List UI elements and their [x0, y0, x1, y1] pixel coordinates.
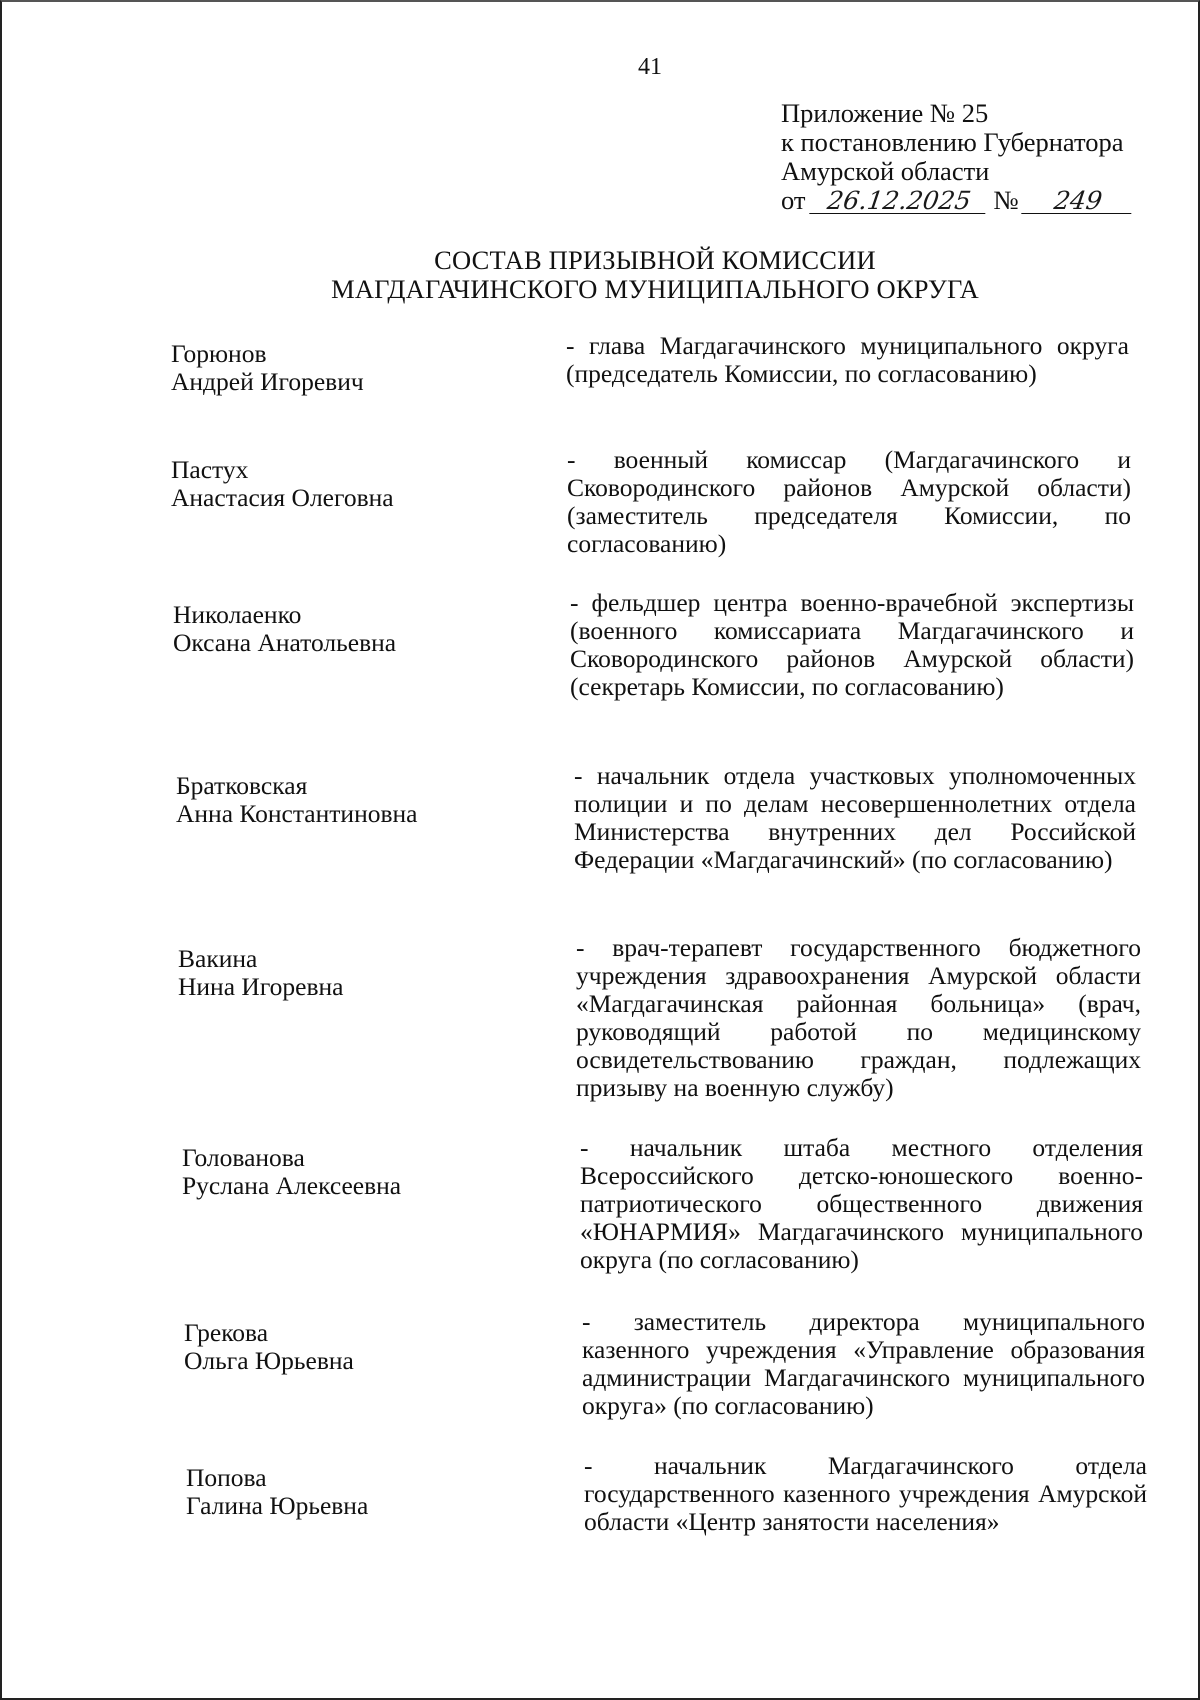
member-given-names: Оксана Анатольевна	[173, 627, 397, 657]
member-role: - начальник штаба местного отделения Всероссийского детско-юношеского военно-патриотического общественного движения «ЮНАРМИЯ» Магдагачинского муниципального округа (по согласованию)	[580, 1133, 1143, 1274]
handwritten-date: 26.12.2025	[810, 189, 990, 214]
member-given-names: Нина Игоревна	[178, 971, 344, 1001]
date-prefix: от	[781, 185, 806, 215]
member-role: - заместитель директора муниципального казенного учреждения «Управление образования администрации Магдагачинского муниципального округа» (по согласованию)	[582, 1307, 1145, 1420]
appendix-number: Приложение № 25	[781, 98, 989, 128]
member-given-names: Анна Константиновна	[176, 798, 418, 828]
member-name	[184, 1319, 354, 1374]
member-name	[182, 1144, 401, 1199]
member-given-names: Андрей Игоревич	[171, 366, 364, 396]
member-given-names: Анастасия Олеговна	[171, 482, 394, 512]
approval-block	[781, 99, 1133, 215]
title-line-2: МАГДАГАЧИНСКОГО МУНИЦИПАЛЬНОГО ОКРУГА	[331, 274, 979, 304]
member-surname: Горюнов	[171, 339, 267, 368]
document-title	[0, 246, 1200, 304]
member-surname: Грекова	[184, 1318, 269, 1347]
number-sign: №	[993, 185, 1019, 215]
member-role: - фельдшер центра военно-врачебной экспертизы (военного комиссариата Магдагачинского и Сковородинского районов Амурской области) (секретарь Комиссии, по согласованию)	[570, 588, 1134, 701]
member-surname: Вакина	[178, 944, 258, 973]
member-name	[173, 601, 396, 656]
member-name	[171, 340, 364, 395]
member-surname: Голованова	[182, 1143, 305, 1172]
member-surname: Попова	[186, 1463, 267, 1492]
member-name	[186, 1464, 368, 1519]
resolution-reference: к постановлению Губернатора	[781, 127, 1124, 157]
member-surname: Николаенко	[173, 600, 302, 629]
member-role: - военный комиссар (Магдагачинского и Сковородинского районов Амурской области) (заместитель председателя Комиссии, по согласованию)	[567, 445, 1131, 558]
member-name	[178, 945, 343, 1000]
member-given-names: Ольга Юрьевна	[184, 1345, 354, 1375]
member-surname: Пастух	[171, 455, 249, 484]
member-role: - врач-терапевт государственного бюджетного учреждения здравоохранения Амурской области «Магдагачинская районная больница» (врач, руководящий работой по медицинскому освидетельствованию граждан, подлежащих призыву на военную службу)	[576, 933, 1141, 1102]
member-role: - глава Магдагачинского муниципального округа (председатель Комиссии, по согласованию)	[566, 331, 1129, 388]
member-given-names: Галина Юрьевна	[186, 1490, 369, 1520]
member-surname: Братковская	[176, 771, 308, 800]
member-name	[176, 772, 417, 827]
date-number-line	[781, 186, 1133, 215]
title-line-1: СОСТАВ ПРИЗЫВНОЙ КОМИССИИ	[434, 245, 876, 275]
member-name	[171, 456, 394, 511]
handwritten-number: 249	[1021, 189, 1135, 214]
member-role: - начальник отдела участковых уполномоченных полиции и по делам несовершеннолетних отдела Министерства внутренних дел Российской Федерации «Магдагачинский» (по согласованию)	[574, 761, 1136, 874]
page-number: 41	[638, 54, 662, 80]
member-role: - начальник Магдагачинского отдела государственного казенного учреждения Амурской области «Центр занятости населения»	[584, 1451, 1147, 1536]
region-name: Амурской области	[781, 156, 990, 186]
member-given-names: Руслана Алексеевна	[182, 1170, 402, 1200]
